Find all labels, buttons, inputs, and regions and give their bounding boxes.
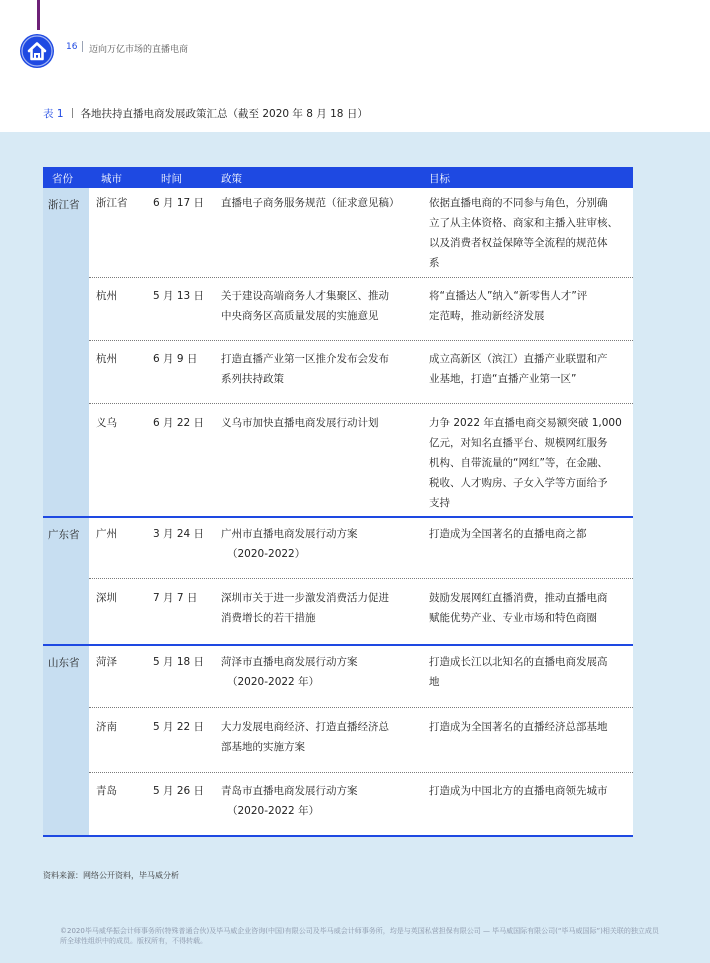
policy-line: 菏泽市直播电商发展行动方案 <box>221 656 358 668</box>
policy-line: 系列扶持政策 <box>221 373 284 385</box>
policy-line: （2020-2022） <box>227 548 306 560</box>
policy-cell <box>221 524 417 564</box>
goal-line: 依据直播电商的不同参与角色，分别确 <box>429 197 608 209</box>
row-divider <box>89 277 633 278</box>
goal-line: 成立高新区（滨江）直播产业联盟和产 <box>429 353 608 365</box>
column-header-city: 城市 <box>101 173 122 185</box>
house-icon <box>20 34 54 68</box>
goal-line: 打造成为中国北方的直播电商领先城市 <box>429 785 608 797</box>
goal-line: 定范畴，推动新经济发展 <box>429 310 545 322</box>
province-cell-shandong <box>43 645 89 837</box>
goal-line: 立了从主体资格、商家和主播入驻审核、 <box>429 217 618 229</box>
goal-line: 系 <box>429 257 440 269</box>
policy-cell <box>221 781 417 821</box>
date-cell: 5 月 22 日 <box>153 721 205 733</box>
province-divider <box>43 644 633 646</box>
goal-cell <box>429 717 627 737</box>
city-cell: 义乌 <box>96 417 117 429</box>
goal-cell <box>429 193 627 273</box>
row-divider <box>89 772 633 773</box>
goal-line: 支持 <box>429 497 450 509</box>
province-label: 广东省 <box>48 529 80 541</box>
goal-line: 赋能优势产业、专业市场和特色商圈 <box>429 612 597 624</box>
column-header-goal: 目标 <box>429 173 450 185</box>
row-divider <box>89 578 633 579</box>
goal-cell <box>429 413 627 513</box>
caption-separator <box>72 108 73 118</box>
policy-line: 部基地的实施方案 <box>221 741 305 753</box>
goal-line: 打造成为全国著名的直播电商之都 <box>429 528 587 540</box>
table-caption <box>43 106 368 121</box>
goal-cell <box>429 349 627 389</box>
date-cell: 5 月 13 日 <box>153 290 205 302</box>
source-note: 资料来源：网络公开资料，毕马威分析 <box>43 871 179 880</box>
policy-line: 中央商务区高质量发展的实施意见 <box>221 310 379 322</box>
goal-cell <box>429 652 627 692</box>
city-cell: 济南 <box>96 721 117 733</box>
date-cell: 7 月 7 日 <box>153 592 198 604</box>
goal-cell <box>429 588 627 628</box>
date-cell: 5 月 18 日 <box>153 656 205 668</box>
top-accent-line <box>37 0 40 30</box>
copyright-footer: ©2020毕马威华振会计师事务所(特殊普通合伙)及毕马威企业咨询(中国)有限公司及毕马威会计师事务所，均是与英国私营担保有限公司 — 毕马威国际有限公司(“毕马威国际”)相关联的独立成员所全球性组织中的成员。版权所有，不得转载。 <box>60 927 659 945</box>
policy-cell <box>221 286 417 326</box>
column-header-province: 省份 <box>52 173 73 185</box>
city-cell: 广州 <box>96 528 117 540</box>
policy-line: 关于建设高端商务人才集聚区、推动 <box>221 290 389 302</box>
date-cell: 6 月 9 日 <box>153 353 198 365</box>
table-title: 各地扶持直播电商发展政策汇总（截至 2020 年 8 月 18 日） <box>80 108 368 120</box>
goal-line: 地 <box>429 676 440 688</box>
row-divider <box>89 340 633 341</box>
policy-cell <box>221 349 417 389</box>
date-cell: 6 月 17 日 <box>153 197 205 209</box>
province-divider <box>43 516 633 518</box>
city-cell: 菏泽 <box>96 656 117 668</box>
policy-line: （2020-2022 年） <box>227 805 320 817</box>
province-label: 浙江省 <box>48 199 80 211</box>
table-header <box>43 167 633 188</box>
policy-table <box>43 167 633 837</box>
city-cell: 杭州 <box>96 353 117 365</box>
column-header-date: 时间 <box>161 173 182 185</box>
city-cell: 浙江省 <box>96 197 128 209</box>
policy-cell <box>221 193 417 213</box>
table-bottom-border <box>43 835 633 837</box>
row-divider <box>89 403 633 404</box>
goal-line: 鼓励发展网红直播消费，推动直播电商 <box>429 592 608 604</box>
goal-line: 打造成长江以北知名的直播电商发展高 <box>429 656 608 668</box>
table-label: 表 1 <box>43 108 64 120</box>
goal-cell <box>429 524 627 544</box>
goal-line: 以及消费者权益保障等全流程的规范体 <box>429 237 608 249</box>
goal-line: 业基地，打造“直播产业第一区” <box>429 373 577 385</box>
policy-line: 青岛市直播电商发展行动方案 <box>221 785 358 797</box>
policy-line: 直播电子商务服务规范（征求意见稿） <box>221 197 400 209</box>
policy-cell <box>221 588 417 628</box>
date-cell: 3 月 24 日 <box>153 528 205 540</box>
policy-cell <box>221 652 417 692</box>
page-number: 16 <box>66 42 78 52</box>
city-cell: 杭州 <box>96 290 117 302</box>
goal-line: 税收、人才购房、子女入学等方面给予 <box>429 477 608 489</box>
goal-line: 亿元，对知名直播平台、规模网红服务 <box>429 437 608 449</box>
policy-line: 大力发展电商经济、打造直播经济总 <box>221 721 389 733</box>
province-cell-zhejiang <box>43 188 89 517</box>
date-cell: 6 月 22 日 <box>153 417 205 429</box>
city-cell: 青岛 <box>96 785 117 797</box>
city-cell: 深圳 <box>96 592 117 604</box>
policy-line: （2020-2022 年） <box>227 676 320 688</box>
policy-line: 义乌市加快直播电商发展行动计划 <box>221 417 379 429</box>
goal-cell <box>429 781 627 801</box>
policy-line: 深圳市关于进一步激发消费活力促进 <box>221 592 389 604</box>
policy-line: 广州市直播电商发展行动方案 <box>221 528 358 540</box>
report-title: 迈向万亿市场的直播电商 <box>89 45 189 55</box>
policy-cell <box>221 413 417 433</box>
goal-line: 打造成为全国著名的直播经济总部基地 <box>429 721 608 733</box>
goal-line: 力争 2022 年直播电商交易额突破 1,000 <box>429 417 622 429</box>
date-cell: 5 月 26 日 <box>153 785 205 797</box>
policy-line: 消费增长的若干措施 <box>221 612 316 624</box>
policy-cell <box>221 717 417 757</box>
column-header-policy: 政策 <box>221 173 242 185</box>
goal-line: 将“直播达人”纳入“新零售人才”评 <box>429 290 588 302</box>
header-separator <box>82 41 83 52</box>
province-label: 山东省 <box>48 657 80 669</box>
goal-cell <box>429 286 627 326</box>
row-divider <box>89 707 633 708</box>
goal-line: 机构、自带流量的“网红”等，在金融、 <box>429 457 608 469</box>
policy-line: 打造直播产业第一区推介发布会发布 <box>221 353 389 365</box>
